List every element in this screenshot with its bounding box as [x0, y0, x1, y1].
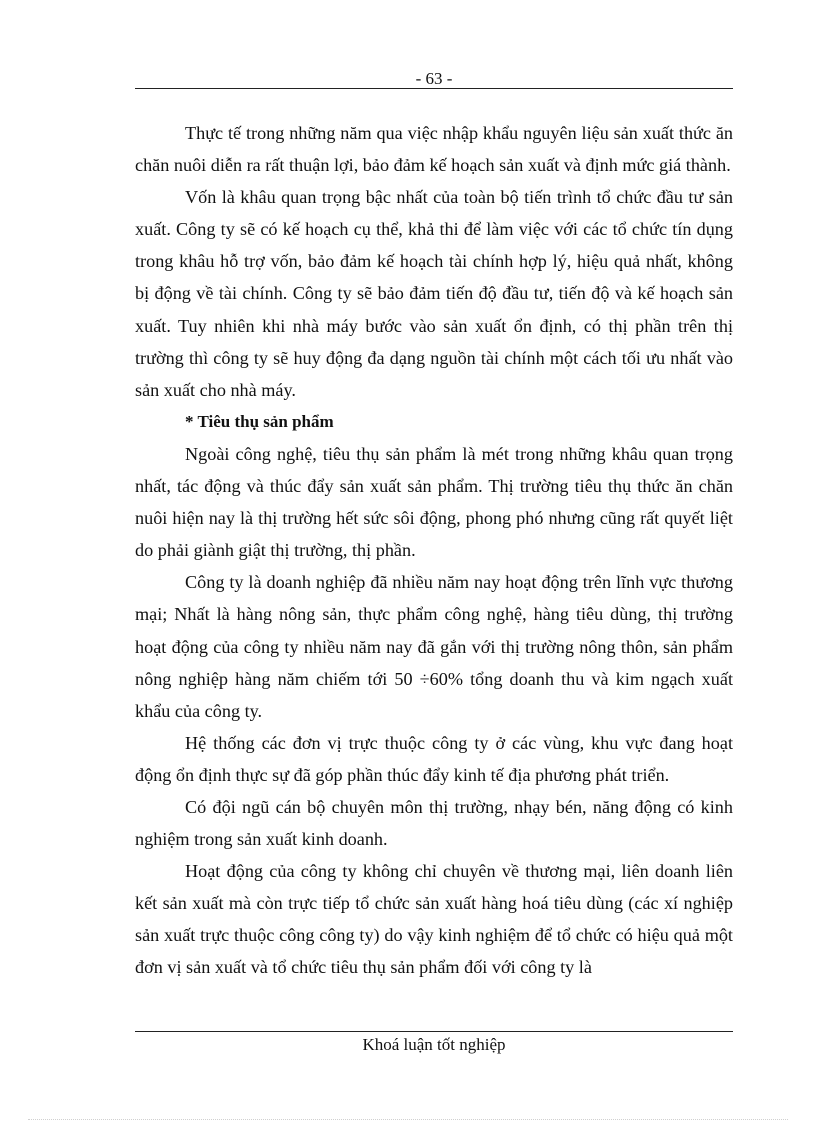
paragraph: Vốn là khâu quan trọng bậc nhất của toàn bộ tiến trình tổ chức đầu tư sản xuất. Công ty sẽ có kế hoạch cụ thể, khả thi để làm việc với các tổ chức tín dụng trong khâu hỗ trợ vốn, bảo đảm kế hoạch tài chính hợp lý, hiệu quả nhất, không bị động về tài chính. Công ty sẽ bảo đảm tiến độ đầu tư, tiến độ và kế hoạch sản xuất. Tuy nhiên khi nhà máy bước vào sản xuất ổn định, có thị phần trên thị trường thì công ty sẽ huy động đa dạng nguồn tài chính một cách tối ưu nhất vào sản xuất cho nhà máy.: [135, 187, 733, 400]
paragraph: Có đội ngũ cán bộ chuyên môn thị trường, nhạy bén, năng động có kinh nghiệm trong sản xuất kinh doanh.: [135, 796, 733, 850]
footer-text: Khoá luận tốt nghiệp: [362, 1035, 506, 1054]
section-heading: * Tiêu thụ sản phẩm: [185, 411, 334, 431]
page-number: - 63 -: [415, 69, 453, 88]
document-body: [135, 117, 733, 984]
paragraph: Ngoài công nghệ, tiêu thụ sản phẩm là mét trong những khâu quan trọng nhất, tác động và thúc đẩy sản xuất sản phẩm. Thị trường tiêu thụ thức ăn chăn nuôi hiện nay là thị trường hết sức sôi động, phong phó nhưng cũng rất quyết liệt do phải giành giật thị trường, thị phần.: [135, 443, 733, 561]
paragraph: Công ty là doanh nghiệp đã nhiều năm nay hoạt động trên lĩnh vực thương mại; Nhất là hàng nông sản, thực phẩm công nghệ, hàng tiêu dùng, thị trường hoạt động của công ty nhiều năm nay đã gắn với thị trường nông thôn, sản phẩm nông nghiệp hàng năm chiếm tới 50 ÷60% tổng doanh thu và kim ngạch xuất khẩu của công ty.: [135, 572, 733, 721]
header-rule: [135, 88, 733, 89]
paragraph: Hoạt động của công ty không chỉ chuyên về thương mại, liên doanh liên kết sản xuất mà còn trực tiếp tổ chức sản xuất hàng hoá tiêu dùng (các xí nghiệp sản xuất trực thuộc công công ty) do vậy kinh nghiệm để tổ chức có hiệu quả một đơn vị sản xuất và tổ chức tiêu thụ sản phẩm đối với công ty là: [135, 861, 733, 978]
paragraph: Thực tế trong những năm qua việc nhập khẩu nguyên liệu sản xuất thức ăn chăn nuôi diễn ra rất thuận lợi, bảo đảm kế hoạch sản xuất và định mức giá thành.: [135, 123, 733, 176]
footer-rule: [135, 1031, 733, 1032]
paragraph: Hệ thống các đơn vị trực thuộc công ty ở các vùng, khu vực đang hoạt động ổn định thực sự đã góp phần thúc đẩy kinh tế địa phương phát triển.: [135, 732, 733, 785]
page-edge: [28, 1119, 788, 1120]
